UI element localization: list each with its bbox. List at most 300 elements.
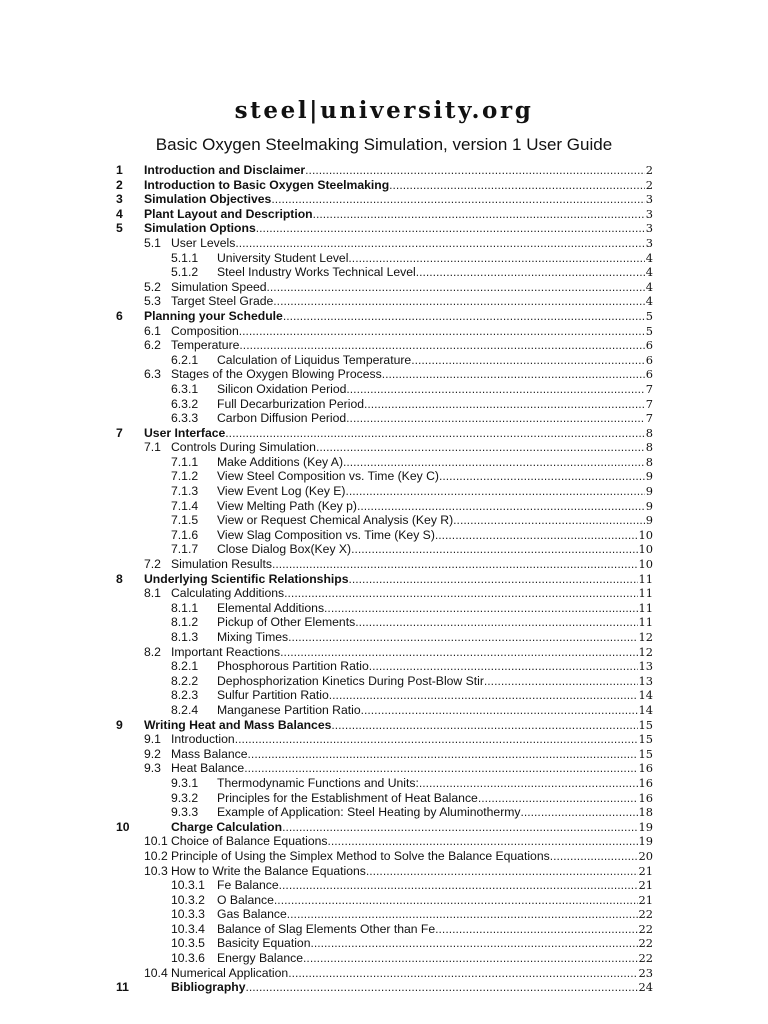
toc-entry-title[interactable]: Temperature [171, 338, 240, 353]
toc-entry-number: 8.1 [144, 586, 161, 601]
toc-entry-page-number[interactable]: 6 [645, 338, 653, 353]
toc-entry-page-number[interactable]: 13 [638, 673, 653, 688]
toc-entry-page-number[interactable]: 8 [645, 440, 653, 455]
toc-entry-page-number[interactable]: 16 [638, 775, 653, 790]
dot-leader [355, 615, 637, 630]
toc-entry[interactable] [0, 192, 768, 207]
dot-leader [303, 951, 637, 966]
toc-entry-title[interactable]: How to Write the Balance Equations [171, 863, 366, 878]
toc-entry-page-number[interactable]: 11 [638, 571, 653, 586]
toc-entry[interactable] [0, 630, 768, 645]
toc-entry-page-number[interactable]: 21 [638, 863, 653, 878]
toc-entry-line [144, 572, 653, 587]
toc-entry[interactable] [0, 338, 768, 353]
toc-entry-number: 10.2 [144, 848, 168, 863]
toc-entry-line [144, 309, 653, 324]
dot-leader [282, 820, 637, 835]
toc-entry-title[interactable]: Close Dialog Box(Key X) [217, 542, 352, 557]
dot-leader [311, 936, 638, 951]
dot-leader [364, 397, 645, 412]
dot-leader [361, 703, 638, 718]
dot-leader [272, 557, 638, 572]
toc-entry[interactable] [0, 659, 768, 674]
toc-entry-line [171, 557, 653, 572]
dot-leader [324, 601, 637, 616]
toc-entry-title[interactable]: Fe Balance [217, 878, 279, 893]
toc-entry[interactable] [0, 688, 768, 703]
toc-entry[interactable] [0, 966, 768, 981]
toc-entry[interactable] [0, 936, 768, 951]
toc-entry-page-number[interactable]: 22 [638, 921, 653, 936]
toc-entry-page-number[interactable]: 2 [645, 163, 653, 177]
toc-entry-title[interactable]: Plant Layout and Description [144, 206, 313, 221]
toc-entry-line [217, 265, 653, 280]
toc-entry[interactable] [0, 280, 768, 295]
dot-leader [316, 440, 645, 455]
toc-entry-number: 8.2.1 [171, 659, 199, 674]
toc-entry-title[interactable]: Principles for the Establishment of Heat Balance [217, 790, 478, 805]
toc-entry-line [217, 615, 653, 630]
toc-entry-number: 6.2 [144, 338, 161, 353]
toc-entry-number: 9.3 [144, 761, 161, 776]
toc-entry-number: 6.3 [144, 367, 161, 382]
toc-entry-page-number[interactable]: 14 [638, 702, 653, 717]
toc-entry-title[interactable]: University Student Level [217, 250, 349, 265]
toc-entry-page-number[interactable]: 10 [638, 542, 653, 557]
toc-entry-line [144, 178, 653, 193]
toc-entry[interactable] [0, 907, 768, 922]
toc-entry-title[interactable]: User Interface [144, 425, 226, 440]
toc-entry-number: 10.3.6 [171, 951, 205, 966]
toc-entry-page-number[interactable]: 13 [638, 659, 653, 674]
toc-entry-page-number[interactable]: 8 [645, 454, 653, 469]
toc-entry-page-number[interactable]: 5 [645, 323, 653, 338]
dot-leader [256, 221, 645, 236]
toc-entry[interactable] [0, 557, 768, 572]
toc-entry-line [217, 601, 653, 616]
toc-entry-page-number[interactable]: 11 [638, 615, 653, 630]
toc-entry-page-number[interactable]: 7 [645, 396, 653, 411]
dot-leader [439, 469, 645, 484]
toc-entry-number: 7.2 [144, 557, 161, 572]
toc-entry[interactable] [0, 484, 768, 499]
dot-leader [369, 659, 638, 674]
toc-entry-line [217, 703, 653, 718]
toc-entry-line [217, 893, 653, 908]
toc-entry[interactable] [0, 674, 768, 689]
toc-entry-title[interactable]: Principle of Using the Simplex Method to Solve the Balance Equations [171, 848, 550, 863]
dot-leader [283, 309, 645, 324]
toc-entry[interactable] [0, 980, 768, 995]
toc-entry-line [144, 192, 653, 207]
toc-entry-page-number[interactable]: 5 [645, 308, 653, 323]
toc-entry[interactable] [0, 893, 768, 908]
toc-entry[interactable] [0, 294, 768, 309]
toc-entry-page-number[interactable]: 9 [645, 513, 653, 528]
toc-entry-line [217, 688, 653, 703]
toc-entry-line [217, 776, 653, 791]
toc-entry-title[interactable]: Mixing Times [217, 630, 289, 644]
toc-entry[interactable] [0, 951, 768, 966]
dot-leader [225, 426, 644, 441]
toc-entry-line [171, 980, 653, 995]
toc-entry-title[interactable]: Heat Balance [171, 761, 245, 776]
toc-entry-page-number[interactable]: 9 [645, 498, 653, 513]
dot-leader [346, 411, 645, 426]
toc-entry-page-number[interactable]: 4 [645, 279, 653, 294]
toc-entry-line [217, 659, 653, 674]
toc-entry-page-number[interactable]: 22 [638, 951, 653, 966]
toc-entry-title[interactable]: Choice of Balance Equations [171, 834, 328, 849]
toc-entry-title[interactable]: Composition [171, 323, 239, 338]
toc-entry-title[interactable]: Gas Balance [217, 907, 287, 922]
dot-leader [331, 718, 637, 733]
toc-entry-title[interactable]: Basicity Equation [217, 936, 311, 951]
toc-entry[interactable] [0, 834, 768, 849]
toc-entry-title[interactable]: View Event Log (Key E) [217, 484, 346, 499]
toc-entry-title[interactable]: Introduction [171, 732, 235, 747]
toc-entry[interactable] [0, 397, 768, 412]
toc-entry[interactable] [0, 805, 768, 820]
toc-entry[interactable] [0, 732, 768, 747]
toc-entry-number: 9.3.2 [171, 790, 199, 805]
toc-entry-number: 8.2.4 [171, 702, 199, 717]
toc-entry[interactable] [0, 820, 768, 835]
toc-entry-page-number[interactable]: 2 [645, 177, 653, 192]
toc-entry-page-number[interactable]: 21 [638, 878, 653, 893]
toc-entry[interactable] [0, 513, 768, 528]
toc-entry[interactable] [0, 367, 768, 382]
dot-leader [244, 761, 637, 776]
toc-entry-line [217, 411, 653, 426]
toc-entry-title[interactable]: Phosphorous Partition Ratio [217, 659, 369, 674]
toc-entry-line [171, 864, 653, 879]
dot-leader [274, 893, 638, 908]
dot-leader [279, 878, 638, 893]
dot-leader [248, 747, 638, 762]
toc-entry[interactable] [0, 922, 768, 937]
toc-entry-number: 9.2 [144, 746, 161, 761]
toc-entry-page-number[interactable]: 12 [638, 644, 653, 659]
toc-entry-title[interactable]: Introduction and Disclaimer [144, 163, 306, 177]
toc-entry-page-number[interactable]: 20 [638, 848, 653, 863]
toc-entry-page-number[interactable]: 3 [645, 221, 653, 236]
toc-entry[interactable] [0, 440, 768, 455]
toc-entry-title[interactable]: Important Reactions [171, 644, 281, 659]
dot-leader [280, 645, 637, 660]
toc-entry-title[interactable]: Thermodynamic Functions and Units: [217, 775, 419, 790]
toc-entry-page-number[interactable]: 7 [645, 381, 653, 396]
toc-entry-page-number[interactable]: 19 [638, 819, 653, 834]
toc-entry-line [217, 513, 653, 528]
toc-entry-line [144, 718, 653, 733]
dot-leader [235, 236, 644, 251]
toc-entry[interactable] [0, 718, 768, 733]
toc-entry-title[interactable]: Pickup of Other Elements [217, 615, 356, 630]
toc-entry-line [171, 280, 653, 295]
toc-entry-title[interactable]: View Melting Path (Key p) [217, 498, 357, 513]
dot-leader [245, 980, 637, 995]
toc-entry-number: 5.3 [144, 294, 161, 309]
toc-entry-title[interactable]: Underlying Scientific Relationships [144, 571, 349, 586]
toc-entry-line [217, 878, 653, 893]
toc-entry-page-number[interactable]: 18 [638, 805, 653, 820]
toc-entry-page-number[interactable]: 16 [638, 761, 653, 776]
toc-entry[interactable] [0, 791, 768, 806]
toc-entry-page-number[interactable]: 22 [638, 907, 653, 922]
toc-entry[interactable] [0, 586, 768, 601]
toc-entry[interactable] [0, 455, 768, 470]
toc-entry-number: 8.1.2 [171, 615, 199, 630]
toc-entry[interactable] [0, 615, 768, 630]
toc-entry[interactable] [0, 761, 768, 776]
toc-entry-title[interactable]: User Levels [171, 235, 236, 250]
toc-entry-title[interactable]: Writing Heat and Mass Balances [144, 717, 332, 732]
toc-entry-title[interactable]: Numerical Application [171, 965, 289, 980]
table-of-contents [0, 163, 768, 995]
toc-entry[interactable] [0, 265, 768, 280]
toc-entry[interactable] [0, 528, 768, 543]
toc-entry-page-number[interactable]: 10 [638, 557, 653, 572]
toc-entry-number: 6.3.1 [171, 381, 199, 396]
toc-entry[interactable] [0, 221, 768, 236]
toc-entry[interactable] [0, 251, 768, 266]
toc-entry-page-number[interactable]: 6 [645, 352, 653, 367]
toc-entry-page-number[interactable]: 15 [638, 746, 653, 761]
toc-entry-title[interactable]: Calculation of Liquidus Temperature [217, 352, 412, 367]
toc-entry-line [217, 630, 653, 645]
toc-entry-number: 7.1.6 [171, 527, 199, 542]
toc-entry-number: 10 [116, 819, 130, 834]
toc-entry-number: 9.3.3 [171, 805, 199, 820]
toc-entry-line [171, 747, 653, 762]
toc-entry[interactable] [0, 426, 768, 441]
dot-leader [287, 907, 638, 922]
toc-entry[interactable] [0, 747, 768, 762]
toc-entry-number: 9.1 [144, 732, 161, 747]
dot-leader [235, 732, 638, 747]
toc-entry[interactable] [0, 878, 768, 893]
toc-entry-page-number[interactable]: 9 [645, 469, 653, 484]
toc-entry-title[interactable]: Simulation Results [171, 557, 272, 572]
toc-entry-title[interactable]: Silicon Oxidation Period [217, 381, 347, 396]
toc-entry-number: 8.2.3 [171, 688, 199, 703]
toc-entry-number: 7.1.5 [171, 513, 199, 528]
dot-leader [349, 572, 638, 587]
toc-entry-page-number[interactable]: 15 [638, 732, 653, 747]
toc-entry-number: 6.3.3 [171, 411, 199, 426]
toc-entry-title[interactable]: Simulation Objectives [144, 192, 272, 207]
toc-entry-number: 4 [116, 206, 123, 221]
toc-entry-number: 6 [116, 308, 123, 323]
toc-entry[interactable] [0, 776, 768, 791]
toc-entry-page-number[interactable]: 4 [645, 265, 653, 280]
toc-entry[interactable] [0, 353, 768, 368]
toc-entry-number: 7.1.2 [171, 469, 199, 484]
toc-entry-title[interactable]: Manganese Partition Ratio [217, 702, 361, 717]
toc-entry-title[interactable]: Simulation Options [144, 221, 256, 236]
dot-leader [267, 280, 645, 295]
toc-entry-page-number[interactable]: 7 [645, 411, 653, 426]
dot-leader [478, 791, 638, 806]
toc-entry-number: 8.2.2 [171, 673, 199, 688]
toc-entry-line [171, 820, 653, 835]
toc-entry-page-number[interactable]: 22 [638, 936, 653, 951]
toc-entry-page-number[interactable]: 6 [645, 367, 653, 382]
toc-entry-title[interactable]: Controls During Simulation [171, 440, 316, 455]
toc-entry-page-number[interactable]: 16 [638, 790, 653, 805]
toc-entry-title[interactable]: View or Request Chemical Analysis (Key R) [217, 513, 454, 528]
dot-leader [550, 849, 638, 864]
toc-entry-number: 7.1.1 [171, 454, 199, 469]
toc-entry-number: 1 [116, 163, 123, 177]
toc-entry-title[interactable]: Steel Industry Works Technical Level [217, 265, 416, 280]
dot-leader [435, 528, 638, 543]
dot-leader [484, 674, 638, 689]
toc-entry-number: 3 [116, 192, 123, 207]
toc-entry-title[interactable]: Charge Calculation [171, 819, 283, 834]
toc-entry-title[interactable]: Sulfur Partition Ratio [217, 688, 329, 703]
toc-entry[interactable] [0, 499, 768, 514]
toc-entry-number: 10.3.2 [171, 892, 205, 907]
toc-entry-title[interactable]: Balance of Slag Elements Other than Fe [217, 921, 436, 936]
toc-entry-line [217, 674, 653, 689]
dot-leader [521, 805, 638, 820]
toc-entry[interactable] [0, 207, 768, 222]
toc-entry-page-number[interactable]: 8 [645, 425, 653, 440]
toc-entry[interactable] [0, 411, 768, 426]
toc-entry-page-number[interactable]: 9 [645, 484, 653, 499]
toc-entry-line [144, 221, 653, 236]
toc-entry[interactable] [0, 469, 768, 484]
toc-entry-title[interactable]: Carbon Diffusion Period [217, 411, 347, 426]
dot-leader [288, 630, 637, 645]
toc-entry-number: 6.3.2 [171, 396, 199, 411]
toc-entry-page-number[interactable]: 4 [645, 250, 653, 265]
toc-entry-page-number[interactable]: 14 [638, 688, 653, 703]
toc-entry[interactable] [0, 382, 768, 397]
toc-entry-title[interactable]: Introduction to Basic Oxygen Steelmaking [144, 177, 390, 192]
dot-leader [346, 484, 645, 499]
steeluniversity-logo: steel|university.org [234, 97, 534, 124]
toc-entry-number: 6.1 [144, 323, 161, 338]
toc-entry[interactable] [0, 849, 768, 864]
dot-leader [305, 163, 645, 178]
toc-entry-title[interactable]: Simulation Speed [171, 279, 267, 294]
dot-leader [239, 324, 645, 339]
toc-entry-page-number[interactable]: 3 [645, 192, 653, 207]
toc-entry-line [217, 484, 653, 499]
toc-entry-page-number[interactable]: 15 [638, 717, 653, 732]
toc-entry-title[interactable]: Calculating Additions [171, 586, 285, 601]
toc-entry[interactable] [0, 324, 768, 339]
toc-entry-page-number[interactable]: 24 [638, 980, 653, 995]
toc-entry-number: 5.1.1 [171, 250, 199, 265]
toc-entry-page-number[interactable]: 12 [638, 630, 653, 644]
toc-entry-title[interactable]: Planning your Schedule [144, 308, 283, 323]
toc-entry-number: 5.2 [144, 279, 161, 294]
toc-entry-title[interactable]: Bibliography [171, 980, 246, 995]
toc-entry-page-number[interactable]: 3 [645, 206, 653, 221]
toc-entry-page-number[interactable]: 4 [645, 294, 653, 309]
toc-entry-title[interactable]: O Balance [217, 892, 274, 907]
dot-leader [351, 542, 637, 557]
dot-leader [271, 192, 644, 207]
toc-entry-line [217, 251, 653, 266]
dot-leader [329, 688, 638, 703]
toc-entry[interactable] [0, 645, 768, 660]
toc-entry[interactable] [0, 178, 768, 193]
toc-entry[interactable] [0, 703, 768, 718]
toc-entry-title[interactable]: Energy Balance [217, 951, 304, 966]
toc-entry-number: 8.1.1 [171, 600, 199, 615]
dot-leader [357, 499, 645, 514]
toc-entry-line [144, 426, 653, 441]
toc-entry-title[interactable]: Target Steel Grade [171, 294, 274, 309]
toc-entry[interactable] [0, 163, 768, 178]
toc-entry-line [217, 499, 653, 514]
dot-leader [284, 586, 637, 601]
toc-entry-number: 8.1.3 [171, 630, 199, 644]
toc-entry[interactable] [0, 864, 768, 879]
toc-entry[interactable] [0, 542, 768, 557]
dot-leader [382, 367, 645, 382]
toc-entry-line [217, 397, 653, 412]
toc-entry-number: 7.1.4 [171, 498, 199, 513]
toc-entry-number: 10.3.3 [171, 907, 205, 922]
toc-entry-number: 8.2 [144, 644, 161, 659]
toc-entry-page-number[interactable]: 23 [638, 965, 653, 980]
toc-entry-number: 9 [116, 717, 123, 732]
toc-entry-line [217, 353, 653, 368]
dot-leader [346, 382, 644, 397]
toc-entry[interactable] [0, 309, 768, 324]
toc-entry-line [217, 455, 653, 470]
toc-entry-page-number[interactable]: 19 [638, 834, 653, 849]
toc-entry-line [217, 469, 653, 484]
toc-entry-title[interactable]: Full Decarburization Period [217, 396, 364, 411]
toc-entry-page-number[interactable]: 21 [638, 892, 653, 907]
toc-entry-title[interactable]: Make Additions (Key A) [217, 454, 343, 469]
toc-entry-page-number[interactable]: 11 [638, 586, 653, 601]
toc-entry-title[interactable]: Elemental Additions [217, 600, 325, 615]
toc-entry-title[interactable]: Stages of the Oxygen Blowing Process [171, 367, 382, 382]
toc-entry[interactable] [0, 601, 768, 616]
toc-entry-page-number[interactable]: 3 [645, 235, 653, 250]
toc-entry-line [171, 645, 653, 660]
toc-entry-title[interactable]: Example of Application: Steel Heating by Aluminothermy [217, 805, 521, 820]
toc-entry-title[interactable]: Dephosphorization Kinetics During Post-Blow Stir [217, 673, 484, 688]
toc-entry-page-number[interactable]: 11 [638, 600, 653, 615]
dot-leader [288, 966, 637, 981]
dot-leader [389, 178, 645, 193]
toc-entry-number: 10.1 [144, 834, 168, 849]
dot-leader [343, 455, 645, 470]
toc-entry-title[interactable]: View Slag Composition vs. Time (Key S) [217, 527, 435, 542]
dot-leader [328, 834, 638, 849]
toc-entry[interactable] [0, 572, 768, 587]
toc-entry[interactable] [0, 236, 768, 251]
dot-leader [435, 922, 637, 937]
dot-leader [419, 776, 638, 791]
toc-entry-page-number[interactable]: 10 [638, 527, 653, 542]
toc-entry-title[interactable]: Mass Balance [171, 746, 248, 761]
toc-entry-line [217, 528, 653, 543]
toc-entry-line [171, 338, 653, 353]
toc-entry-line [171, 849, 653, 864]
toc-entry-line [171, 440, 653, 455]
toc-entry-title[interactable]: View Steel Composition vs. Time (Key C) [217, 469, 439, 484]
